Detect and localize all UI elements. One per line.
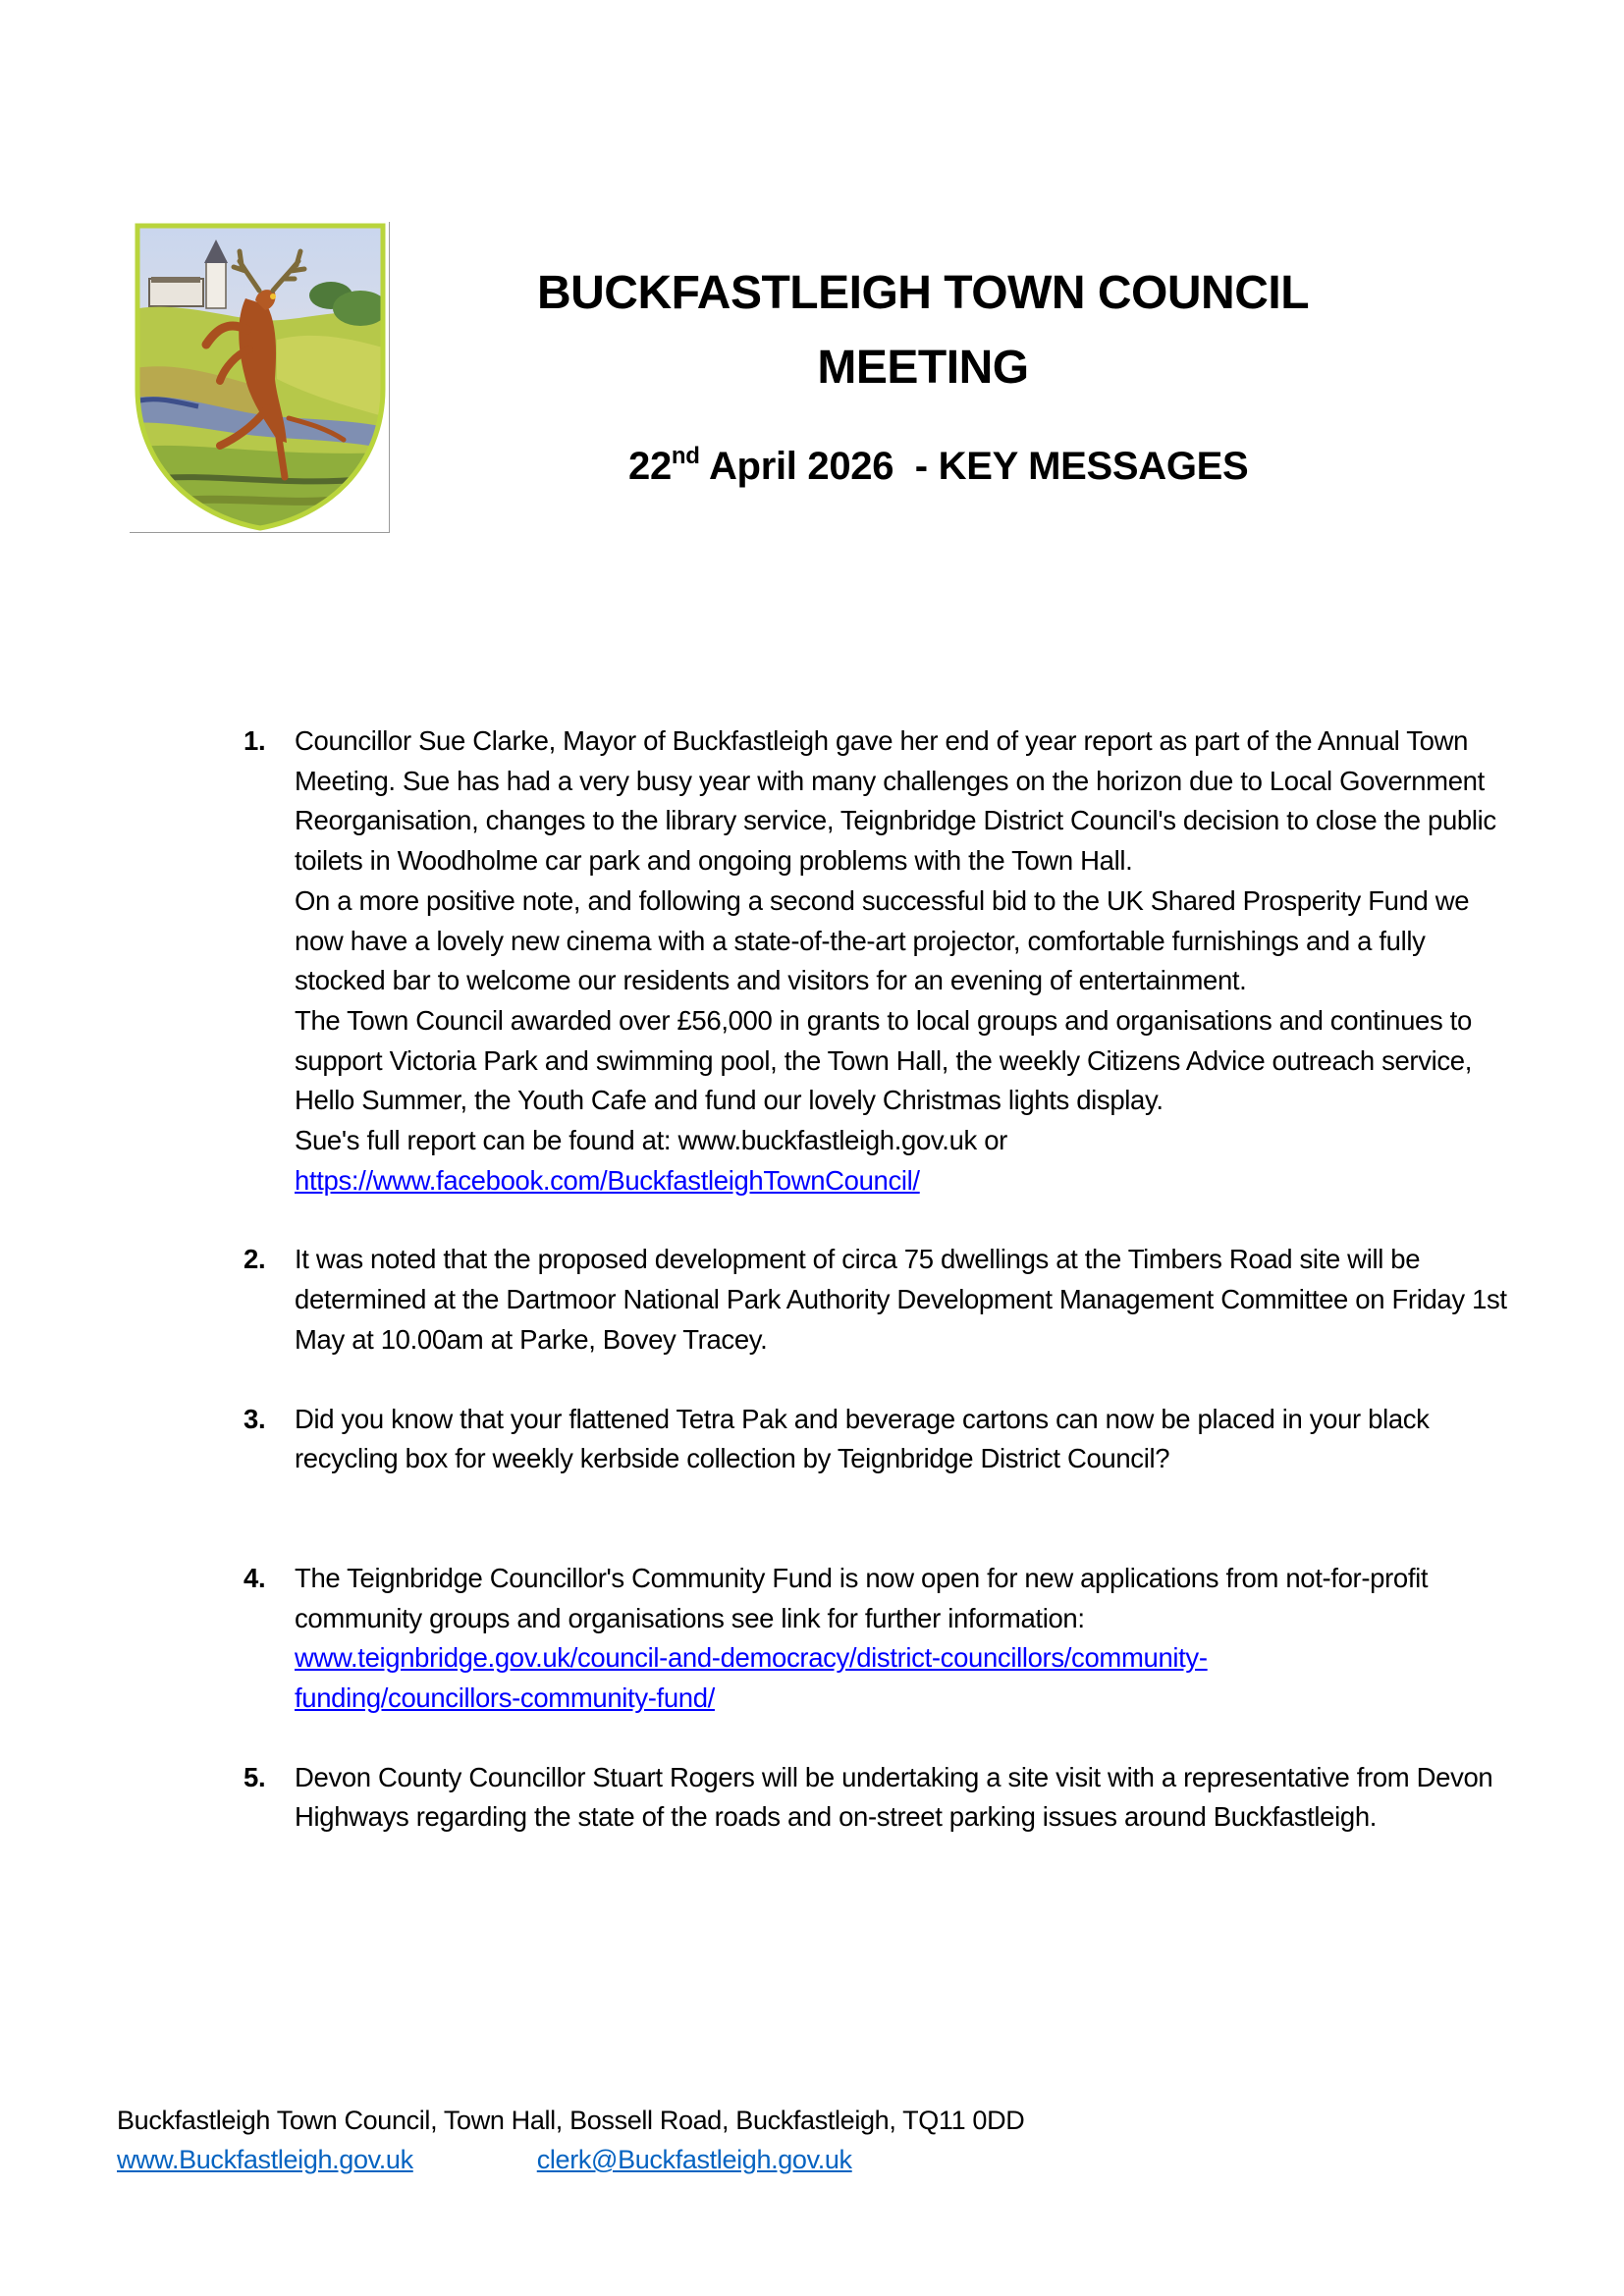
- item-paragraph: Councillor Sue Clarke, Mayor of Buckfastleigh gave her end of year report as part of the Annual Town Meeting. Sue has had a very busy year with many challenges on the horizon due to Local Government Reorganisation, changes to the library service, Teignbridge District Council's decision to close the public toilets in Woodholme car park and ongoing problems with the Town Hall.: [295, 725, 1496, 877]
- date-day: 22: [628, 445, 672, 488]
- item-paragraph: Sue's full report can be found at: www.buckfastleigh.gov.uk or: [295, 1125, 1007, 1156]
- crest-scene: [130, 222, 390, 533]
- item-paragraph: On a more positive note, and following a second successful bid to the UK Shared Prosperity Fund we now have a lovely new cinema with a state-of-the-art projector, comfortable furnishings and a fully stocked bar to welcome our residents and visitors for an evening of entertainment.: [295, 884, 1470, 996]
- key-messages-list: [244, 721, 1520, 1838]
- town-crest-icon: [130, 222, 390, 533]
- date-ordinal-suffix: nd: [671, 443, 700, 469]
- key-message-item: [244, 1400, 1520, 1479]
- page-title-line2: MEETING: [817, 342, 1029, 394]
- page-footer: [117, 2101, 1024, 2179]
- footer-email-link[interactable]: clerk@Buckfastleigh.gov.uk: [536, 2145, 852, 2174]
- item-number: 2.: [244, 1244, 266, 1275]
- item-number: 3.: [244, 1403, 266, 1434]
- item-paragraph: The Town Council awarded over £56,000 in grants to local groups and organisations and continues to support Victoria Park and swimming pool, the Town Hall, the weekly Citizens Advice outreach service, Hello Summer, the Youth Cafe and fund our lovely Christmas lights display.: [295, 1004, 1473, 1116]
- footer-links: [117, 2140, 1024, 2179]
- item-text: The Teignbridge Councillor's Community Fund is now open for new applications from not-for-profit community groups and organisations see link for further information:: [295, 1562, 1429, 1633]
- footer-address: Buckfastleigh Town Council, Town Hall, Bossell Road, Buckfastleigh, TQ11 0DD: [117, 2106, 1025, 2135]
- item-text: It was noted that the proposed development of circa 75 dwellings at the Timbers Road site will be determined at the Dartmoor National Park Authority Development Management Committee on Friday 1st May at 10.00am at Parke, Bovey Tracey.: [295, 1244, 1507, 1355]
- key-message-item: [244, 1758, 1520, 1838]
- meeting-date-heading: [628, 443, 1249, 488]
- footer-website-link[interactable]: www.Buckfastleigh.gov.uk: [117, 2145, 413, 2174]
- key-message-item: [244, 1240, 1520, 1360]
- item-text: Devon County Councillor Stuart Rogers will be undertaking a site visit with a representative from Devon Highways regarding the state of the roads and on-street parking issues around Buckfastleigh.: [295, 1761, 1493, 1833]
- item-number: 1.: [244, 725, 266, 756]
- item-text: Did you know that your flattened Tetra Pak and beverage cartons can now be placed in your black recycling box for weekly kerbside collection by Teignbridge District Council?: [295, 1403, 1430, 1474]
- page-title-line1: BUCKFASTLEIGH TOWN COUNCIL: [536, 267, 1310, 319]
- community-fund-link-continued[interactable]: funding/councillors-community-fund/: [295, 1682, 715, 1714]
- key-message-item: [244, 721, 1520, 1201]
- facebook-link[interactable]: https://www.facebook.com/BuckfastleighTownCouncil/: [295, 1164, 920, 1196]
- date-rest: April 2026 - KEY MESSAGES: [699, 445, 1249, 488]
- item-number: 4.: [244, 1562, 266, 1593]
- key-message-item: [244, 1559, 1520, 1719]
- community-fund-link[interactable]: www.teignbridge.gov.uk/council-and-democracy/district-councillors/community-: [295, 1642, 1208, 1674]
- item-number: 5.: [244, 1761, 266, 1792]
